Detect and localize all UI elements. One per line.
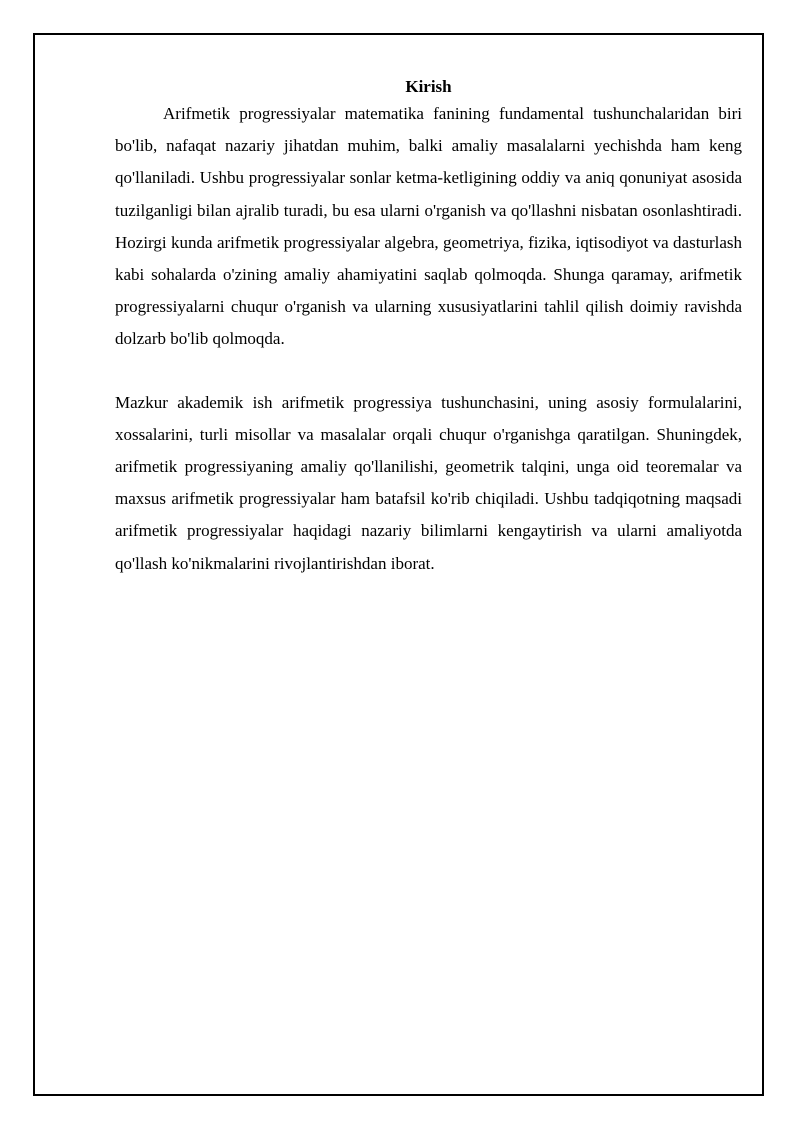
document-body xyxy=(115,76,742,580)
paragraph-intro: Arifmetik progressiyalar matematika fanining fundamental tushunchalaridan biri bo'lib, nafaqat nazariy jihatdan muhim, balki amaliy masalalarni yechishda ham keng qo'llaniladi. Ushbu progressiyalar sonlar ketma-ketligining oddiy va aniq qonuniyat asosida tuzilganligi bilan ajralib turadi, bu esa ularni o'rganish va qo'llashni nisbatan osonlashtiradi. Hozirgi kunda arifmetik progressiyalar algebra, geometriya, fizika, iqtisodiyot va dasturlash kabi sohalarda o'zining amaliy ahamiyatini saqlab qolmoqda. Shunga qaramay, arifmetik progressiyalarni chuqur o'rganish va ularning xususiyatlarini tahlil qilish doimiy ravishda dolzarb bo'lib qolmoqda. xyxy=(115,104,742,349)
section-heading: Kirish xyxy=(405,77,452,96)
paragraph-purpose: Mazkur akademik ish arifmetik progressiya tushunchasini, uning asosiy formulalarini, xossalarini, turli misollar va masalalar orqali chuqur o'rganishga qaratilgan. Shuningdek, arifmetik progressiyaning amaliy qo'llanilishi, geometrik talqini, unga oid teoremalar va maxsus arifmetik progressiyalar ham batafsil ko'rib chiqiladi. Ushbu tadqiqotning maqsadi arifmetik progressiyalar haqidagi nazariy bilimlarni kengaytirish va ularni amaliyotda qo'llash ko'nikmalarini rivojlantirishdan iborat. xyxy=(115,392,742,573)
